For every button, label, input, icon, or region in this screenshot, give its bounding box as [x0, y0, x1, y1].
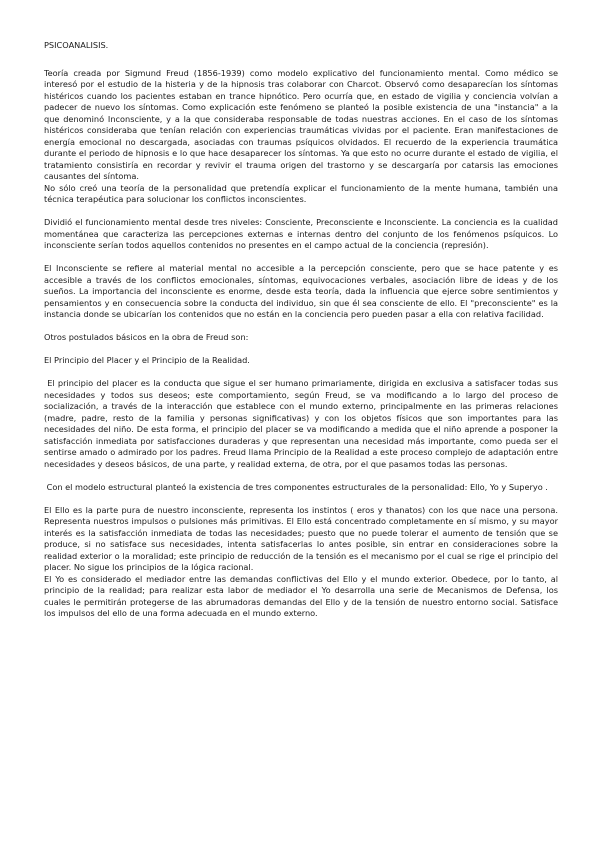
paragraph-principles-heading: El Principio del Placer y el Principio de la Realidad.	[44, 355, 250, 365]
paragraph-origin: Teoría creada por Sigmund Freud (1856-1939) como modelo explicativo del funcionamiento mental. Como médico se interesó por el estudio de la histeria y de la hipnosis tras colaborar con Charcot. Observó como desaparecían los síntomas histéricos cuando los pacientes estaban en trance hipnótico. Pero ocurría que, en estado de vigilia y conciencia volvían a padecer de nuevo los síntomas. Como explicación este fenómeno se planteó la posible existencia de una "instancia" a la que denominó Inconsciente, y a la que consideraba responsable de todas nuestras acciones. En el caso de los síntomas histéricos consideraba que tenían relación con experiencias traumáticas vividas por el paciente. Eran manifestaciones de energía emocional no descargada, asociadas con traumas psíquicos olvidados. El recuerdo de la experiencia traumática durante el periodo de hipnosis e lo que hace desaparecer los síntomas. Ya que esto no ocurre durante el estado de vigilia, el tratamiento consistiría en recordar y revivir el trauma origen del trastorno y se descargaría por catarsis las emociones causantes del síntoma.	[44, 67, 558, 181]
document-title: PSICOANALISIS.	[44, 40, 109, 50]
document-page	[44, 40, 561, 631]
paragraph-pleasure-principle: El principio del placer es la conducta que sigue el ser humano primariamente, dirigida en exclusiva a satisfacer todas sus necesidades y todos sus deseos; este comportamiento, según Freud, se va modificando a lo largo del proceso de socialización, a través de la interacción que establece con el mundo externo, principalmente en las primeras relaciones (madre, padre, resto de la familia y personas significativas) y con los objetos físicos que son importantes para las necesidades del niño. De esta forma, el principio del placer se va modificando a medida que el niño aprende a posponer la satisfacción inmediata por satisfacciones duraderas y que representan una necesidad más importante, como pueda ser el sentirse amado o admirado por los padres. Freud llama Principio de la Realidad a este proceso complejo de adaptación entre necesidades y deseos básicos, de una parte, y realidad externa, de otra, por el que pasamos todas las personas.	[44, 378, 561, 469]
paragraph-postulates: Otros postulados básicos en la obra de Freud son:	[44, 332, 249, 342]
paragraph-theory: No sólo creó una teoría de la personalidad que pretendía explicar el funcionamiento de la mente humana, también una técnica terapéutica para solucionar los conflictos inconscientes.	[44, 182, 558, 204]
paragraph-ello: El Ello es la parte pura de nuestro inconsciente, representa los instintos ( eros y thanatos) con los que nace una persona. Representa nuestros impulsos o pulsiones más primitivas. El Ello está concentrado completamente en sí mismo, y su mayor interés es la satisfacción inmediata de todas las necesidades; puesto que no puede tolerar el aumento de tensión que se produce, si no satisface sus necesidades, intenta satisfacerlas lo antes posible, sin entrar en consideraciones sobre la realidad exterior o la moralidad; este principio de reducción de la tensión es el mecanismo por el cual se rige el principio del placer. No sigue los principios de la lógica racional.	[44, 504, 558, 572]
paragraph-yo: El Yo es considerado el mediador entre las demandas conflictivas del Ello y el mundo exterior. Obedece, por lo tanto, al principio de la realidad; para realizar esta labor de mediador el Yo desarrolla una serie de Mecanismos de Defensa, los cuales le permitirán protegerse de las abrumadoras demandas del Ello y de la tensión de nuestro entorno social. Satisface los impulsos del ello de una forma adecuada en el mundo externo.	[44, 573, 558, 618]
paragraph-unconscious: El Inconsciente se refiere al material mental no accesible a la percepción consciente, pero que se hace patente y es accesible a través de los conflictos emocionales, síntomas, equivocaciones verbales, asociación libre de ideas y de los sueños. La importancia del inconsciente es enorme, desde esta teoría, dada la influencia que ejerce sobre sentimientos y pensamientos y en consecuencia sobre la conducta del individuo, sin que él sea consciente de ello. El "preconsciente" es la instancia donde se ubicarían los contenidos que no están en la conciencia pero pueden pasar a ella con relativa facilidad.	[44, 263, 558, 319]
paragraph-levels: Dividió el funcionamiento mental desde tres niveles: Consciente, Preconsciente e Inconsciente. La conciencia es la cualidad momentánea que caracteriza las percepciones externas e internas dentro del conjunto de los fenómenos psíquicos. Lo inconsciente serían todos aquellos contenidos no presentes en el campo actual de la conciencia (represión).	[44, 217, 558, 250]
paragraph-structural-model: Con el modelo estructural planteó la existencia de tres componentes estructurales de la personalidad: Ello, Yo y Superyo .	[44, 481, 548, 492]
